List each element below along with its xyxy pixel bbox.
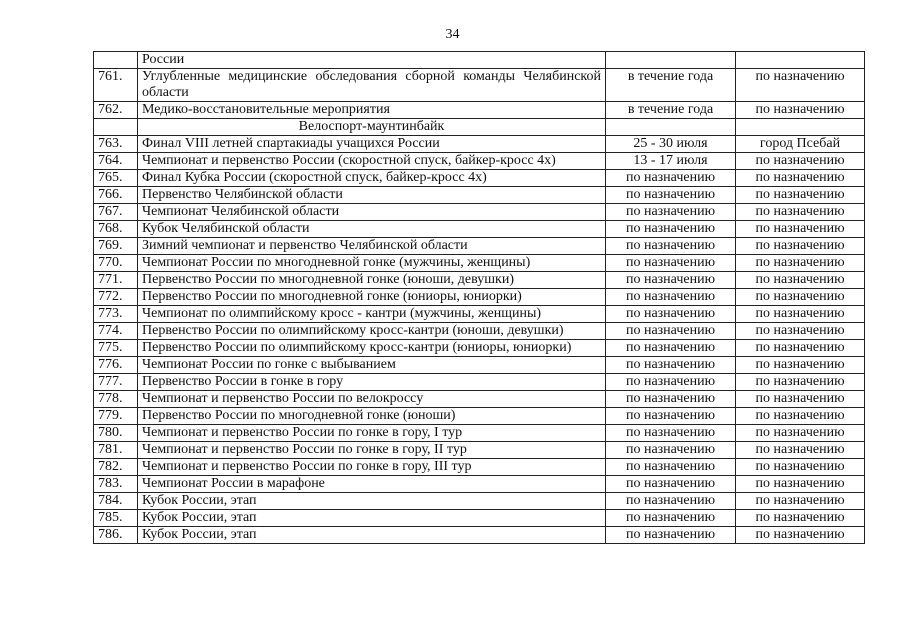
event-dates: по назначению	[606, 272, 736, 289]
event-location: по назначению	[736, 493, 865, 510]
event-location: по назначению	[736, 255, 865, 272]
event-location: по назначению	[736, 238, 865, 255]
event-name: Чемпионат России в марафоне	[138, 476, 606, 493]
event-location: город Псебай	[736, 136, 865, 153]
events-table-body	[94, 52, 865, 544]
events-table	[93, 51, 865, 544]
event-dates: по назначению	[606, 425, 736, 442]
row-number: 774.	[94, 323, 138, 340]
row-number: 765.	[94, 170, 138, 187]
row-number: 782.	[94, 459, 138, 476]
event-dates: по назначению	[606, 187, 736, 204]
event-dates: в течение года	[606, 69, 736, 102]
event-dates: по назначению	[606, 238, 736, 255]
event-name: Чемпионат и первенство России по гонке в гору, I тур	[138, 425, 606, 442]
event-location: по назначению	[736, 221, 865, 238]
event-name: Чемпионат по олимпийскому кросс - кантри (мужчины, женщины)	[138, 306, 606, 323]
table-row	[94, 102, 865, 119]
row-number: 785.	[94, 510, 138, 527]
row-number: 768.	[94, 221, 138, 238]
event-location	[736, 119, 865, 136]
event-dates: по назначению	[606, 357, 736, 374]
event-name: Чемпионат и первенство России по гонке в гору, III тур	[138, 459, 606, 476]
event-location: по назначению	[736, 289, 865, 306]
row-number: 786.	[94, 527, 138, 544]
event-location	[736, 52, 865, 69]
event-location: по назначению	[736, 170, 865, 187]
event-name: Углубленные медицинские обследования сборной команды Челябинской области	[138, 69, 606, 102]
event-location: по назначению	[736, 153, 865, 170]
table-row	[94, 340, 865, 357]
event-location: по назначению	[736, 527, 865, 544]
event-location: по назначению	[736, 391, 865, 408]
row-number: 767.	[94, 204, 138, 221]
event-location: по назначению	[736, 340, 865, 357]
table-row	[94, 476, 865, 493]
event-name: Кубок России, этап	[138, 510, 606, 527]
table-row	[94, 153, 865, 170]
event-location: по назначению	[736, 510, 865, 527]
event-name: Первенство России по многодневной гонке (юниоры, юниорки)	[138, 289, 606, 306]
event-name: России	[138, 52, 606, 69]
section-title: Велоспорт-маунтинбайк	[138, 119, 606, 136]
row-number: 769.	[94, 238, 138, 255]
event-location: по назначению	[736, 459, 865, 476]
table-row	[94, 425, 865, 442]
event-dates: в течение года	[606, 102, 736, 119]
row-number: 775.	[94, 340, 138, 357]
row-number: 781.	[94, 442, 138, 459]
event-name: Зимний чемпионат и первенство Челябинской области	[138, 238, 606, 255]
row-number: 766.	[94, 187, 138, 204]
row-number: 779.	[94, 408, 138, 425]
event-location: по назначению	[736, 442, 865, 459]
event-name: Чемпионат и первенство России по гонке в гору, II тур	[138, 442, 606, 459]
event-name: Медико-восстановительные мероприятия	[138, 102, 606, 119]
row-number	[94, 52, 138, 69]
event-dates: по назначению	[606, 221, 736, 238]
event-dates: по назначению	[606, 374, 736, 391]
event-dates: по назначению	[606, 391, 736, 408]
event-name: Финал Кубка России (скоростной спуск, байкер-кросс 4х)	[138, 170, 606, 187]
row-number: 784.	[94, 493, 138, 510]
page-number: 34	[445, 27, 460, 42]
row-number: 783.	[94, 476, 138, 493]
table-row	[94, 527, 865, 544]
row-number: 773.	[94, 306, 138, 323]
event-location: по назначению	[736, 374, 865, 391]
event-name: Первенство России в гонке в гору	[138, 374, 606, 391]
table-row	[94, 289, 865, 306]
event-location: по назначению	[736, 272, 865, 289]
table-row	[94, 510, 865, 527]
event-dates: по назначению	[606, 408, 736, 425]
event-name: Первенство Челябинской области	[138, 187, 606, 204]
event-location: по назначению	[736, 408, 865, 425]
event-name: Кубок Челябинской области	[138, 221, 606, 238]
table-row	[94, 408, 865, 425]
event-dates: по назначению	[606, 527, 736, 544]
row-number: 762.	[94, 102, 138, 119]
event-dates	[606, 119, 736, 136]
table-row	[94, 493, 865, 510]
table-row	[94, 52, 865, 69]
row-number: 777.	[94, 374, 138, 391]
table-row	[94, 221, 865, 238]
event-location: по назначению	[736, 187, 865, 204]
table-row	[94, 204, 865, 221]
event-name: Кубок России, этап	[138, 527, 606, 544]
row-number: 772.	[94, 289, 138, 306]
event-dates: по назначению	[606, 340, 736, 357]
event-name: Первенство России по олимпийскому кросс-кантри (юниоры, юниорки)	[138, 340, 606, 357]
event-dates: по назначению	[606, 476, 736, 493]
table-row	[94, 272, 865, 289]
row-number: 778.	[94, 391, 138, 408]
table-row	[94, 374, 865, 391]
event-location: по назначению	[736, 204, 865, 221]
table-row	[94, 459, 865, 476]
table-row	[94, 170, 865, 187]
event-dates: по назначению	[606, 442, 736, 459]
event-location: по назначению	[736, 476, 865, 493]
row-number: 764.	[94, 153, 138, 170]
table-row	[94, 187, 865, 204]
event-dates: по назначению	[606, 255, 736, 272]
event-dates: по назначению	[606, 493, 736, 510]
event-name: Чемпионат России по гонке с выбыванием	[138, 357, 606, 374]
event-location: по назначению	[736, 425, 865, 442]
event-name: Первенство России по олимпийскому кросс-кантри (юноши, девушки)	[138, 323, 606, 340]
event-dates: по назначению	[606, 323, 736, 340]
table-row	[94, 136, 865, 153]
section-header-row	[94, 119, 865, 136]
table-row	[94, 238, 865, 255]
event-name: Первенство России по многодневной гонке (юноши, девушки)	[138, 272, 606, 289]
event-dates: по назначению	[606, 306, 736, 323]
row-number: 763.	[94, 136, 138, 153]
row-number: 780.	[94, 425, 138, 442]
row-number: 771.	[94, 272, 138, 289]
row-number: 761.	[94, 69, 138, 102]
event-name: Чемпионат Челябинской области	[138, 204, 606, 221]
event-dates: по назначению	[606, 170, 736, 187]
row-number	[94, 119, 138, 136]
event-dates: 13 - 17 июля	[606, 153, 736, 170]
row-number: 776.	[94, 357, 138, 374]
event-location: по назначению	[736, 357, 865, 374]
table-row	[94, 323, 865, 340]
table-row	[94, 391, 865, 408]
event-location: по назначению	[736, 69, 865, 102]
event-location: по назначению	[736, 102, 865, 119]
event-dates: по назначению	[606, 289, 736, 306]
event-dates: по назначению	[606, 459, 736, 476]
event-dates	[606, 52, 736, 69]
table-row	[94, 442, 865, 459]
table-row	[94, 69, 865, 102]
event-dates: 25 - 30 июля	[606, 136, 736, 153]
event-dates: по назначению	[606, 204, 736, 221]
table-row	[94, 306, 865, 323]
event-name: Чемпионат и первенство России по велокроссу	[138, 391, 606, 408]
event-dates: по назначению	[606, 510, 736, 527]
table-row	[94, 255, 865, 272]
event-name: Чемпионат России по многодневной гонке (мужчины, женщины)	[138, 255, 606, 272]
event-name: Первенство России по многодневной гонке (юноши)	[138, 408, 606, 425]
table-row	[94, 357, 865, 374]
event-name: Финал VIII летней спартакиады учащихся России	[138, 136, 606, 153]
event-name: Чемпионат и первенство России (скоростной спуск, байкер-кросс 4х)	[138, 153, 606, 170]
event-name: Кубок России, этап	[138, 493, 606, 510]
row-number: 770.	[94, 255, 138, 272]
event-location: по назначению	[736, 323, 865, 340]
event-location: по назначению	[736, 306, 865, 323]
